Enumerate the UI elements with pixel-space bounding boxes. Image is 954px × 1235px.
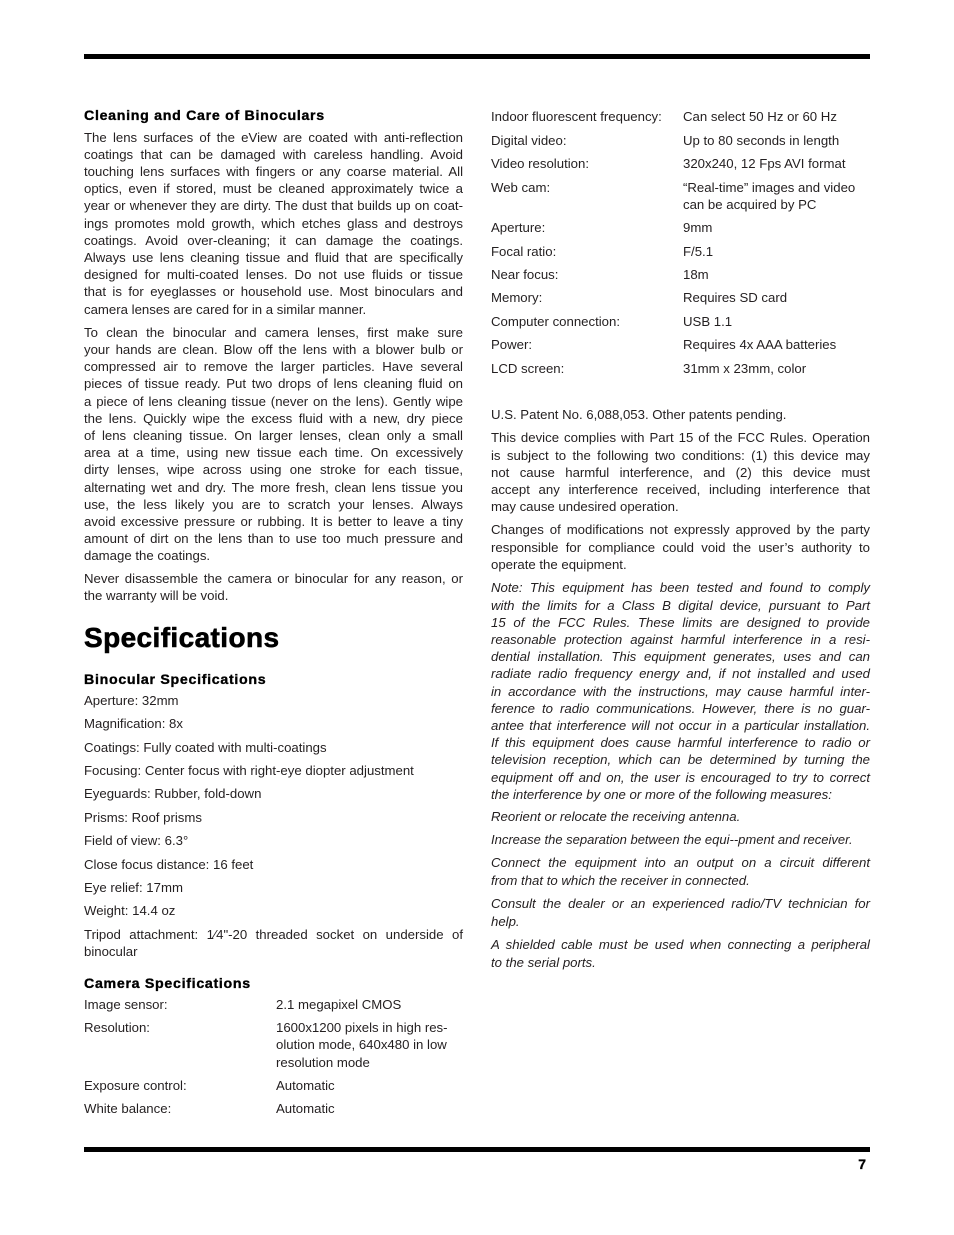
spec-item-close-focus	[84, 856, 463, 873]
spec-row-digital-video	[491, 132, 870, 149]
fcc-compliance-paragraph	[491, 429, 870, 515]
spec-value	[683, 313, 870, 330]
text-line: This device complies with Part 15 of the FCC Rules. Operation	[491, 430, 870, 446]
spec-item-eye-relief	[84, 879, 463, 896]
text-line: touching lens surfaces with fingers or any coarse material. All	[84, 163, 463, 179]
spec-item-aperture	[84, 692, 463, 709]
text-line: Requires SD card	[683, 290, 788, 306]
spec-value	[683, 336, 870, 353]
text-line: Changes of modifications not expressly approved by the party	[491, 522, 870, 538]
text-line: F/5.1	[683, 243, 714, 259]
spec-label: Focal ratio:	[491, 243, 557, 259]
spec-label: Near focus:	[491, 266, 559, 282]
text-line: not cause harmful interference, and (2) this device must	[491, 464, 870, 480]
text-line: “Real-time” images and video	[683, 179, 856, 195]
text-line: Requires 4x AAA batteries	[683, 337, 837, 353]
text-line: compressed air to remove the larger particles. Have several	[84, 359, 463, 375]
patent-notice: U.S. Patent No. 6,088,053. Other patents pending.	[491, 407, 787, 423]
cleaning-paragraph-3	[84, 570, 463, 604]
spec-item-tripod-attachment	[84, 926, 463, 960]
spec-item-weight	[84, 902, 463, 919]
text-line: 320x240, 12 Fps AVI format	[683, 156, 846, 172]
text-line: Magnification: 8x	[84, 716, 183, 732]
text-line: Reorient or relocate the receiving antenna.	[491, 809, 741, 825]
text-line: dirty lenses, wipe across using one stroke for each tissue,	[84, 462, 463, 478]
text-line: responsible for compliance could void the user’s authority to	[491, 539, 870, 555]
text-line: If this equipment does cause harmful interference to radio or	[491, 735, 870, 751]
text-line: ference to radio communications. However, there is no guar-	[491, 700, 870, 716]
text-line: may cause undesired operation.	[491, 499, 679, 515]
text-line: coatings that can be damaged with careless handling. Avoid	[84, 146, 463, 162]
text-line: dential installation. This equipment generates, uses and can	[491, 649, 870, 665]
spec-row-aperture	[491, 219, 870, 236]
text-line: equipment off and on, the user is encouraged to try to correct	[491, 769, 870, 785]
text-line: 31mm x 23mm, color	[683, 360, 807, 376]
spec-label: Web cam:	[491, 179, 551, 195]
text-line: Consult the dealer or an experienced radio/TV technician for	[491, 896, 870, 912]
spec-label: Aperture:	[491, 220, 546, 236]
spec-row-resolution	[84, 1019, 463, 1071]
spec-value	[276, 1100, 463, 1117]
spec-label: Video resolution:	[491, 156, 589, 172]
text-line: 1600x1200 pixels in high res-	[276, 1020, 448, 1036]
text-line: Prisms: Roof prisms	[84, 809, 202, 825]
page-title-specifications: Specifications	[84, 622, 280, 654]
spec-value	[683, 132, 870, 149]
spec-label: Computer connection:	[491, 313, 621, 329]
spec-item-focusing	[84, 762, 463, 779]
measure-reorient	[491, 808, 870, 825]
spec-row-fluorescent-frequency	[491, 108, 870, 125]
text-line: the lens. Quickly wipe the excess fluid with a new, dry piece	[84, 410, 463, 426]
page-number: 7	[858, 1156, 866, 1172]
text-line: of lens cleaning tissue. On larger lenses, clean only a small	[84, 428, 463, 444]
text-line: use, the less likely you are to scratch your lenses. Always	[84, 496, 463, 512]
text-line: Eye relief: 17mm	[84, 879, 183, 895]
text-line: Tripod attachment: 1⁄4"-20 threaded socket on underside of	[84, 926, 463, 942]
text-line: avoid excessive pressure or rubbing. It is better to leave a tiny	[84, 514, 463, 530]
text-line: 18m	[683, 266, 709, 282]
heading-cleaning-care: Cleaning and Care of Binoculars	[84, 108, 325, 125]
shielded-cable-paragraph	[491, 936, 870, 970]
text-line: to the serial ports.	[491, 954, 596, 970]
text-line: olution mode, 640x480 in low	[276, 1037, 447, 1053]
text-line: Can select 50 Hz or 60 Hz	[683, 109, 837, 125]
spec-row-focal-ratio	[491, 243, 870, 260]
text-line: help.	[491, 913, 520, 929]
spec-row-image-sensor	[84, 996, 463, 1013]
spec-value	[683, 155, 870, 172]
text-line: the interference by one or more of the following measures:	[491, 786, 832, 802]
modifications-paragraph	[491, 521, 870, 573]
text-line: Eyeguards: Rubber, fold-down	[84, 786, 262, 802]
cleaning-paragraph-1	[84, 129, 463, 318]
text-line: 9mm	[683, 220, 713, 236]
text-line: alternating wet and dry. The more fresh, clean lens tissue you	[84, 479, 463, 495]
text-line: year or whenever they are dirty. The dust that builds up on coat-	[84, 198, 463, 214]
text-line: damage the coatings.	[84, 548, 211, 564]
spec-label: Digital video:	[491, 132, 567, 148]
text-line: binocular	[84, 943, 138, 959]
text-line: Field of view: 6.3°	[84, 833, 189, 849]
bottom-rule	[84, 1147, 870, 1152]
spec-row-white-balance	[84, 1100, 463, 1117]
text-line: optics, even if stored, must be cleaned approximately twice a	[84, 181, 463, 197]
camera-spec-table-continued	[491, 108, 870, 376]
spec-value	[683, 108, 870, 125]
spec-row-computer-connection	[491, 313, 870, 330]
spec-row-video-resolution	[491, 155, 870, 172]
heading-camera-specifications: Camera Specifications	[84, 975, 251, 992]
spec-label: Image sensor:	[84, 996, 168, 1012]
spec-label: Power:	[491, 337, 533, 353]
left-column	[84, 108, 463, 1117]
text-line: your hands are clean. Blow off the lens with a blower bulb or	[84, 342, 463, 358]
spec-item-coatings	[84, 739, 463, 756]
text-line: Up to 80 seconds in length	[683, 132, 840, 148]
spec-label: White balance:	[84, 1101, 172, 1117]
measure-consult-dealer	[491, 895, 870, 929]
spec-row-near-focus	[491, 266, 870, 283]
spec-label: Exposure control:	[84, 1077, 187, 1093]
text-line: USB 1.1	[683, 313, 733, 329]
spec-item-prisms	[84, 809, 463, 826]
spec-item-field-of-view	[84, 832, 463, 849]
spec-item-eyeguards	[84, 785, 463, 802]
text-line: Never disassemble the camera or binocular for any reason, or	[84, 570, 463, 586]
measure-increase-separation	[491, 831, 870, 848]
spec-label: LCD screen:	[491, 360, 565, 376]
text-line: Always use lens cleaning tissue and fluid that are specifically	[84, 250, 463, 265]
spec-value	[276, 1077, 463, 1094]
text-line: A shielded cable must be used when connecting a peripheral	[491, 937, 870, 953]
text-line: Coatings: Fully coated with multi-coatings	[84, 739, 327, 755]
text-line: a piece of lens cleaning tissue (never on the lens). Gently wipe	[84, 393, 463, 409]
text-line: The lens surfaces of the eView are coated with anti-reflection	[84, 129, 463, 145]
text-line: Weight: 14.4 oz	[84, 903, 176, 919]
spec-label: Indoor fluorescent frequency:	[491, 109, 662, 125]
spec-item-magnification	[84, 715, 463, 732]
spec-label: Memory:	[491, 290, 543, 306]
text-line: that is for eyeglasses or household use. Most binoculars and	[84, 284, 463, 300]
spec-value	[683, 179, 870, 213]
text-line: Increase the separation between the equi--pment and receiver.	[491, 832, 853, 848]
spec-value	[683, 289, 870, 306]
spec-value	[683, 243, 870, 260]
text-line: operate the equipment.	[491, 556, 627, 572]
text-line: with the limits for a Class B digital device, pursuant to Part	[491, 597, 870, 613]
text-line: area at a time, using new tissue each time. On excessively	[84, 445, 463, 461]
spec-row-web-cam	[491, 179, 870, 213]
text-line: can be acquired by PC	[683, 196, 817, 212]
camera-spec-table	[84, 996, 463, 1118]
spec-row-lcd-screen	[491, 360, 870, 377]
text-line: 15 of the FCC Rules. These limits are designed to provide	[491, 614, 870, 630]
text-line: Automatic	[276, 1077, 335, 1093]
text-line: antee that interference will not occur in a particular installation.	[491, 717, 870, 733]
text-line: accept any interference received, including interference that	[491, 481, 870, 497]
spec-value	[276, 1019, 463, 1071]
text-line: Connect the equipment into an output on a circuit different	[491, 855, 870, 871]
binocular-spec-list	[84, 692, 463, 960]
text-line: amount of dirt on the lens than to use too much pressure and	[84, 531, 463, 547]
measure-connect-outlet	[491, 854, 870, 888]
text-line: radiate radio frequency energy and, if not installed and used	[491, 666, 870, 682]
text-line: in accordance with the instructions, may cause harmful inter-	[491, 683, 870, 699]
text-line: ings promotes mold growth, which etches glass and destroys	[84, 215, 463, 231]
text-line: television reception, which can be determined by turning the	[491, 752, 870, 768]
fcc-note-paragraph	[491, 579, 870, 803]
right-column	[491, 108, 870, 970]
text-line: resolution mode	[276, 1054, 370, 1070]
text-line: pieces of tissue ready. Put two drops of lens cleaning fluid on	[84, 376, 463, 392]
top-rule	[84, 54, 870, 59]
spec-value	[276, 996, 463, 1013]
spec-value	[683, 266, 870, 283]
spec-label: Resolution:	[84, 1020, 150, 1036]
text-line: coatings. Avoid over-cleaning; it can damage the coatings.	[84, 232, 463, 248]
text-line: designed for multi-coated lenses. Do not use fluids or tissue	[84, 267, 463, 283]
text-line: is subject to the following two conditions: (1) this device may	[491, 447, 870, 463]
text-line: from that to which the receiver in connected.	[491, 872, 750, 888]
spec-value	[683, 219, 870, 236]
text-line: Focusing: Center focus with right-eye diopter adjustment	[84, 762, 414, 778]
text-line: Automatic	[276, 1101, 335, 1117]
text-line: 2.1 megapixel CMOS	[276, 996, 402, 1012]
text-line: Close focus distance: 16 feet	[84, 856, 254, 872]
text-line: reasonable protection against harmful interference in a resi-	[491, 631, 870, 647]
cleaning-paragraph-2	[84, 324, 463, 565]
spec-row-memory	[491, 289, 870, 306]
spec-row-power	[491, 336, 870, 353]
text-line: Note: This equipment has been tested and found to comply	[491, 580, 870, 596]
spec-value	[683, 360, 870, 377]
text-line: camera lenses are cared for in a similar manner.	[84, 301, 367, 317]
text-line: To clean the binocular and camera lenses, first make sure	[84, 324, 463, 340]
text-line: Aperture: 32mm	[84, 692, 179, 708]
heading-binocular-specifications: Binocular Specifications	[84, 671, 267, 688]
spec-row-exposure-control	[84, 1077, 463, 1094]
text-line: the warranty will be void.	[84, 588, 229, 604]
